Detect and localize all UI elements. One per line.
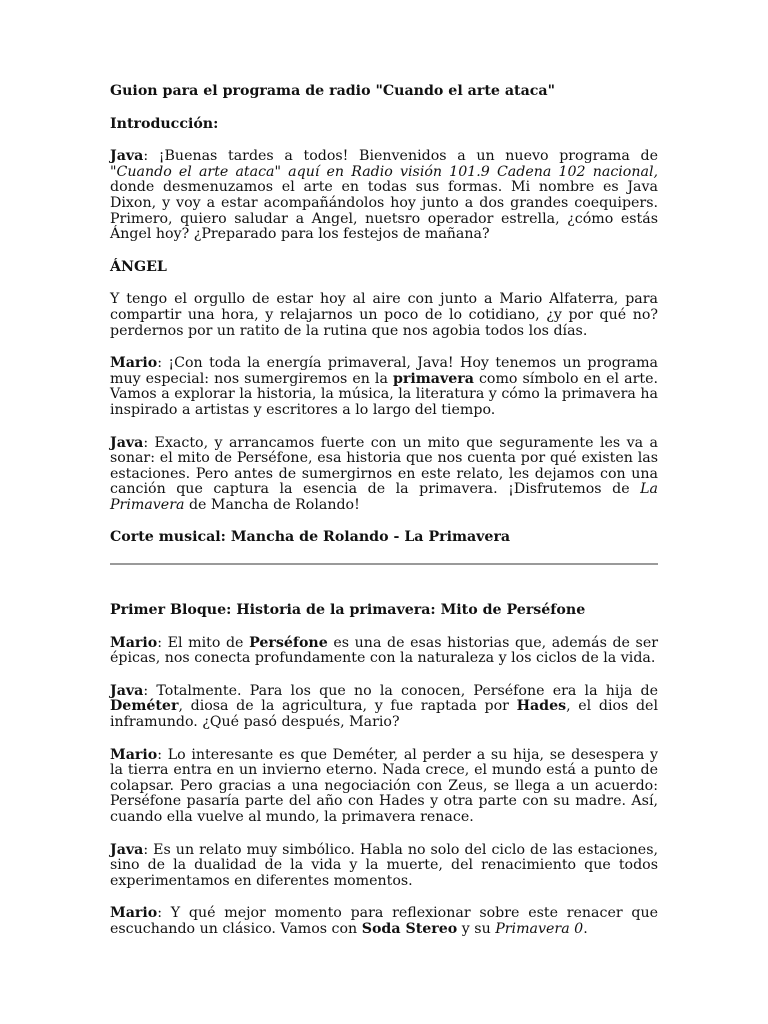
dialogue-text: donde desmenuzamos el arte en todas sus formas. Mi nombre es Java Dixon, y voy a estar acompañándolos hoy junto a dos grandes coequipers. Primero, quiero saludar a Angel, nuetsro operador estrella, ¿cómo estás Ángel hoy? ¿Preparado para los festejos de mañana? <box>110 179 658 243</box>
dialogue-text: : ¡Con toda la energía primaveral, Java! Hoy tenemos un programa muy especial: nos sumergiremos en la <box>110 355 658 387</box>
speaker-label: Mario <box>110 746 158 763</box>
speaker-label: Java <box>110 148 144 165</box>
block1-heading: Primer Bloque: Historia de la primavera: Mito de Perséfone <box>110 602 586 619</box>
paragraph-mario-soda <box>110 906 658 937</box>
bold-term: Deméter <box>110 698 179 715</box>
dialogue-text: : ¡Buenas tardes a todos! Bienvenidos a un nuevo programa de <box>143 148 658 165</box>
speaker-label: Java <box>110 841 144 858</box>
script-document <box>110 84 658 955</box>
speaker-label: Java <box>110 682 144 699</box>
bold-term: Soda Stereo <box>361 920 458 937</box>
paragraph-java-demeter <box>110 684 658 731</box>
song-title-italic: La Primavera <box>110 481 658 513</box>
paragraph-angel: Y tengo el orgullo de estar hoy al aire con junto a Mario Alfaterra, para compartir una hora, y relajarnos un poco de lo cotidiano, ¿y por qué no? perdernos por un ratito de la rutina que nos agobia todos los días. <box>110 291 658 339</box>
dialogue-text: es una de esas historias que, además de ser épicas, nos conecta profundamente con la naturaleza y los ciclos de la vida. <box>110 634 658 667</box>
dialogue-text: , diosa de la agricultura, y fue raptada por <box>178 698 517 715</box>
dialogue-text: : Totalmente. Para los que no la conocen, Perséfone era la hija de <box>143 682 658 699</box>
paragraph-mario-invierno <box>110 748 658 826</box>
dialogue-text: . <box>583 920 588 937</box>
dialogue-text: como símbolo en el arte. Vamos a explorar la historia, la música, la literatura y cómo la primavera ha inspirado a artistas y escritores a lo largo del tiempo. <box>110 370 658 418</box>
song-title-italic: Primavera 0 <box>495 920 584 937</box>
paragraph-mario-mito <box>110 636 658 667</box>
musical-cut-heading: Corte musical: Mancha de Rolando - La Primavera <box>110 529 511 546</box>
paragraph-mario-primavera <box>110 356 658 418</box>
intro-heading: Introducción: <box>110 115 219 132</box>
speaker-label: Java <box>110 434 144 451</box>
dialogue-text: , el dios del inframundo. ¿Qué pasó después, Mario? <box>110 698 658 731</box>
paragraph-java-intro <box>110 149 658 243</box>
dialogue-text: y su <box>457 920 496 937</box>
bold-term: Hades <box>516 698 567 715</box>
paragraph-java-simbolico <box>110 843 658 890</box>
dialogue-text: de Mancha de Rolando! <box>184 496 360 513</box>
paragraph-java-persefone <box>110 436 658 514</box>
bold-term: primavera <box>392 370 474 387</box>
speaker-label: Mario <box>110 355 158 372</box>
bold-term: Perséfone <box>249 634 328 651</box>
dialogue-text: : Y qué mejor momento para reflexionar sobre este renacer que escuchando un clásico. Vamos con <box>110 905 658 937</box>
program-name-italic: "Cuando el arte ataca" aquí en Radio visión 101.9 Cadena 102 nacional, <box>110 163 658 180</box>
speaker-label: Mario <box>110 905 158 922</box>
dialogue-text: : Lo interesante es que Deméter, al perder a su hija, se desespera y la tierra entra en un invierno eterno. Nada crece, el mundo está a punto de colapsar. Pero gracias a una negociación con Zeus, se llega a un acuerdo: Perséfone pasaría parte del año con Hades y otra parte con su madre. Así, cuando ella vuelve al mundo, la primavera renace. <box>110 746 658 825</box>
speaker-label: Mario <box>110 634 158 651</box>
section-divider <box>110 563 658 565</box>
angel-heading: ÁNGEL <box>110 258 167 275</box>
document-title: Guion para el programa de radio "Cuando el arte ataca" <box>110 83 556 99</box>
dialogue-text: : El mito de <box>157 634 250 651</box>
dialogue-text: : Exacto, y arrancamos fuerte con un mito que seguramente les va a sonar: el mito de Perséfone, esa historia que nos cuenta por qué existen las estaciones. Pero antes de sumergirnos en este relato, les dejamos con una canción que captura la esencia de la primavera. ¡Disfrutemos de <box>110 434 658 498</box>
dialogue-text: : Es un relato muy simbólico. Habla no solo del ciclo de las estaciones, sino de la dualidad de la vida y la muerte, del renacimiento que todos experimentamos en diferentes momentos. <box>110 841 658 889</box>
